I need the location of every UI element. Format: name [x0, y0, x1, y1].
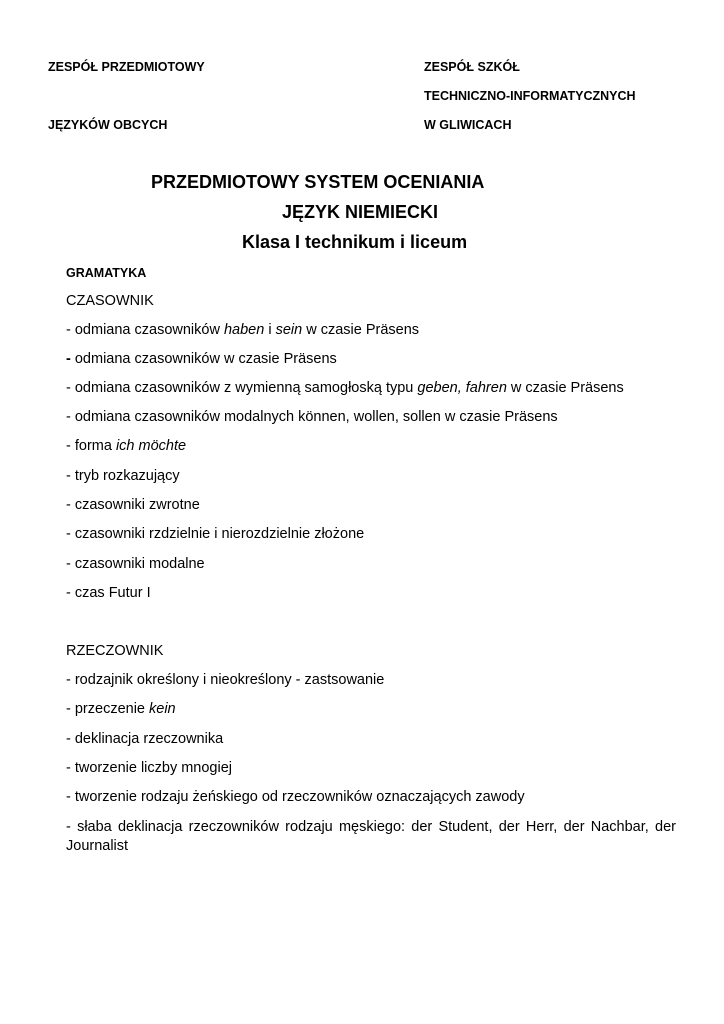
header-school-name: ZESPÓŁ SZKÓŁ	[424, 60, 520, 74]
list-item: - czas Futur I	[66, 585, 151, 601]
list-item: - tryb rozkazujący	[66, 468, 180, 484]
list-item: - przeczenie kein	[66, 701, 176, 717]
list-item: - czasowniki modalne	[66, 556, 205, 572]
list-item: - czasowniki rzdzielnie i nierozdzielnie złożone	[66, 526, 365, 542]
list-item: - tworzenie rodzaju żeńskiego od rzeczowników oznaczających zawody	[66, 789, 525, 805]
header-school-type: TECHNICZNO-INFORMATYCZNYCH	[424, 89, 636, 103]
header-city: W GLIWICACH	[424, 118, 512, 132]
list-item: - odmiana czasowników modalnych können, wollen, sollen w czasie Präsens	[66, 409, 558, 425]
list-item: - słaba deklinacja rzeczowników rodzaju męskiego: der Student, der Herr, der Nachbar, der Journalist	[66, 819, 676, 854]
noun-heading: RZECZOWNIK	[66, 643, 164, 659]
list-item: - odmiana czasowników z wymienną samogłoską typu geben, fahren w czasie Präsens	[66, 380, 624, 396]
list-item: - odmiana czasowników haben i sein w czasie Präsens	[66, 322, 420, 338]
list-item: - forma ich möchte	[66, 438, 187, 454]
list-item: - czasowniki zwrotne	[66, 497, 200, 513]
grammar-label: GRAMATYKA	[66, 266, 147, 280]
header-school-team: ZESPÓŁ PRZEDMIOTOWY	[48, 60, 205, 74]
list-item: - odmiana czasowników w czasie Präsens	[66, 351, 337, 367]
list-item: - tworzenie liczby mnogiej	[66, 760, 233, 776]
subject-title: JĘZYK NIEMIECKI	[282, 202, 439, 222]
class-title: Klasa I technikum i liceum	[242, 232, 468, 252]
list-item: - deklinacja rzeczownika	[66, 731, 224, 747]
page-title: PRZEDMIOTOWY SYSTEM OCENIANIA	[151, 172, 485, 192]
verb-heading: CZASOWNIK	[66, 293, 154, 309]
header-languages: JĘZYKÓW OBCYCH	[48, 118, 168, 132]
list-item: - rodzajnik określony i nieokreślony - zastsowanie	[66, 672, 385, 688]
